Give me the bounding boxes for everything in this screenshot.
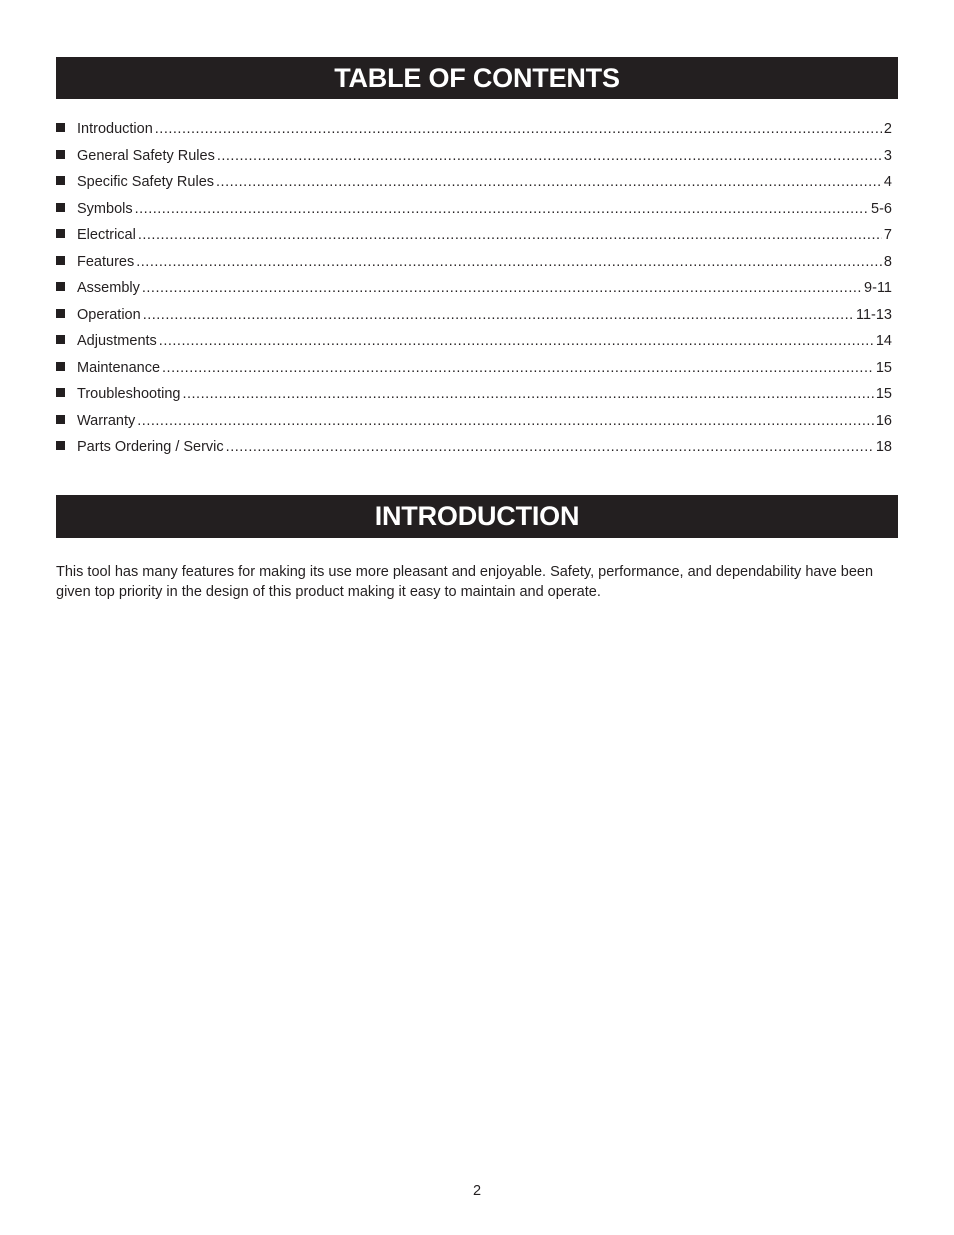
toc-item-warranty[interactable] [56, 408, 892, 435]
toc-list [56, 116, 892, 461]
toc-item-page: 9-11 [864, 280, 892, 296]
toc-item-label: Parts Ordering / Servic [77, 439, 224, 455]
toc-item-introduction[interactable] [56, 116, 892, 143]
toc-item-page: 15 [875, 359, 892, 376]
toc-item-maintenance[interactable] [56, 355, 892, 382]
introduction-heading: INTRODUCTION [374, 501, 580, 531]
toc-item-label: Specific Safety Rules [77, 174, 215, 190]
toc-item-page: 16 [875, 412, 892, 429]
toc-item-label: Symbols [77, 200, 133, 217]
toc-item-symbols[interactable] [56, 196, 892, 223]
introduction-body: This tool has many features for making its use more pleasant and enjoyable. Safety, performance, and dependability have been given top priority in the design of this product making it easy to maintain and operate. [56, 564, 874, 600]
dot-leader [143, 302, 854, 329]
toc-item-page: 11-13 [855, 306, 892, 323]
dot-leader [217, 143, 882, 170]
toc-heading: TABLE OF CONTENTS [334, 63, 620, 93]
toc-item-label: Warranty [77, 412, 136, 429]
toc-item-operation[interactable] [56, 302, 892, 329]
toc-item-label: Adjustments [77, 333, 157, 349]
dot-leader [162, 355, 874, 382]
dot-leader [137, 408, 874, 435]
dot-leader [155, 116, 882, 143]
toc-item-troubleshooting[interactable] [56, 381, 892, 408]
square-bullet-icon [56, 150, 65, 159]
toc-item-specific-safety-rules[interactable] [56, 169, 892, 196]
square-bullet-icon [56, 309, 65, 318]
toc-item-label: General Safety Rules [77, 147, 215, 164]
toc-item-label: Maintenance [77, 359, 161, 376]
toc-item-electrical[interactable] [56, 222, 892, 249]
square-bullet-icon [56, 229, 65, 238]
toc-item-page: 18 [875, 439, 892, 455]
square-bullet-icon [56, 203, 65, 212]
page-number: 2 [472, 1183, 482, 1199]
toc-item-page: 7 [883, 227, 892, 243]
square-bullet-icon [56, 388, 65, 397]
square-bullet-icon [56, 123, 65, 132]
square-bullet-icon [56, 362, 65, 371]
square-bullet-icon [56, 335, 65, 344]
toc-item-features[interactable] [56, 249, 892, 276]
square-bullet-icon [56, 282, 65, 291]
toc-item-label: Features [77, 253, 135, 270]
dot-leader [159, 328, 874, 355]
toc-item-page: 14 [875, 333, 892, 349]
dot-leader [216, 169, 882, 196]
toc-item-page: 15 [875, 386, 892, 402]
dot-leader [226, 434, 874, 461]
toc-item-adjustments[interactable] [56, 328, 892, 355]
toc-item-assembly[interactable] [56, 275, 892, 302]
toc-item-parts-ordering[interactable] [56, 434, 892, 461]
toc-item-page: 3 [883, 147, 892, 164]
dot-leader [138, 222, 882, 249]
square-bullet-icon [56, 176, 65, 185]
toc-heading-bar [56, 57, 898, 99]
square-bullet-icon [56, 415, 65, 424]
square-bullet-icon [56, 256, 65, 265]
dot-leader [142, 275, 862, 302]
toc-item-page: 5-6 [871, 200, 892, 217]
toc-item-label: Assembly [77, 280, 140, 296]
dot-leader [182, 381, 873, 408]
toc-item-label: Operation [77, 306, 141, 323]
dot-leader [135, 196, 869, 223]
dot-leader [136, 249, 882, 276]
introduction-heading-bar [56, 495, 898, 538]
toc-item-label: Troubleshooting [77, 386, 181, 402]
toc-item-label: Introduction [77, 121, 153, 137]
toc-item-page: 8 [883, 253, 892, 270]
toc-item-page: 2 [883, 121, 892, 137]
toc-item-page: 4 [883, 174, 892, 190]
square-bullet-icon [56, 441, 65, 450]
toc-item-label: Electrical [77, 227, 136, 243]
toc-item-general-safety-rules[interactable] [56, 143, 892, 170]
